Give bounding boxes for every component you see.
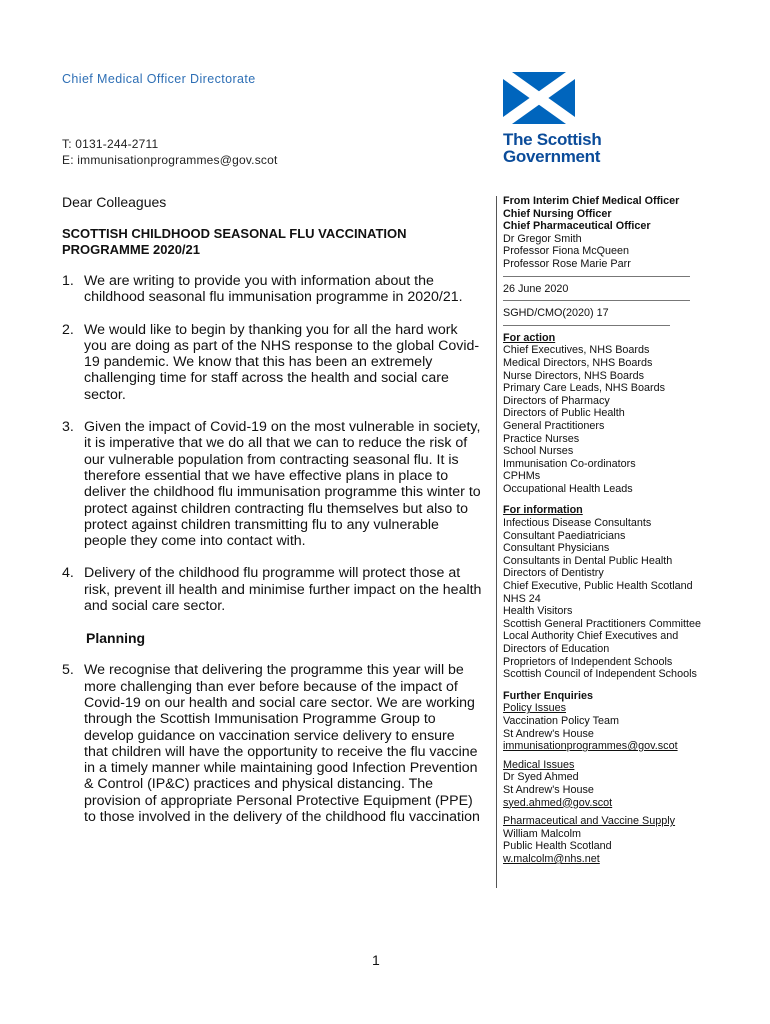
for-information-item: NHS 24 [503, 592, 541, 605]
for-action-item: Directors of Public Health [503, 407, 625, 420]
for-information-item: Health Visitors [503, 605, 573, 618]
letter-date: 26 June 2020 [503, 282, 569, 295]
paragraph-text: We recognise that delivering the programme this year will be more challenging than ever before because of the impact of Covid-19 on our health and social care sector. We are working through the Scottish Immunisation Programme Group to develop guidance on vaccination service delivery to ensure that children will have the opportunity to receive the flu vaccine in a timely manner while maintaining good Infection Prevention & Control (IP&C) practices and physical distancing. The provision of appropriate Personal Protective Equipment (PPE) to those involved in the delivery of the childhood flu vaccination [84, 662, 480, 826]
medical-contact-name: Dr Syed Ahmed [503, 771, 579, 784]
signatory-name: Dr Gregor Smith [503, 232, 582, 245]
paragraph-number: 3. [62, 419, 74, 436]
saltire-flag-icon [503, 72, 575, 124]
paragraph-4 [62, 565, 482, 614]
sidebar-divider [503, 295, 690, 301]
for-action-item: Chief Executives, NHS Boards [503, 344, 650, 357]
for-action-heading: For action [503, 331, 556, 344]
paragraph-5 [62, 662, 482, 825]
for-information-item: Scottish Council of Independent Schools [503, 668, 697, 681]
medical-email-link[interactable]: syed.ahmed@gov.scot [503, 796, 613, 809]
for-information-item: Chief Executive, Public Health Scotland [503, 580, 693, 593]
page-number: 1 [372, 952, 380, 968]
policy-contact-address: St Andrew's House [503, 727, 594, 740]
for-information-heading: For information [503, 504, 583, 517]
paragraph-text: We would like to begin by thanking you for all the hard work you are doing as part of the NHS response to the global Covid-19 pandemic. We know that this has been an extremely challenging time for staff across the health and social care sector. [84, 321, 480, 403]
paragraph-2 [62, 322, 482, 403]
contact-email: E: immunisationprogrammes@gov.scot [62, 153, 278, 167]
for-action-item: Occupational Health Leads [503, 482, 633, 495]
phone-number: T: 0131-244-2711 [62, 137, 159, 151]
from-line: Chief Pharmaceutical Officer [503, 220, 651, 233]
pharma-contact-org: Public Health Scotland [503, 840, 612, 853]
for-information-item: Consultant Paediatricians [503, 529, 626, 542]
for-action-item: Primary Care Leads, NHS Boards [503, 382, 666, 395]
medical-issues-heading: Medical Issues [503, 758, 575, 771]
signatory-name: Professor Fiona McQueen [503, 245, 630, 258]
pharma-email-link[interactable]: w.malcolm@nhs.net [503, 852, 600, 865]
for-information-item: Local Authority Chief Executives and [503, 630, 679, 643]
pharma-contact-name: William Malcolm [503, 827, 581, 840]
paragraph-text: Given the impact of Covid-19 on the most vulnerable in society, it is imperative that we do all that we can to reduce the risk of our vulnerable population from contracting seasonal flu. It is therefore essential that we have effective plans in place to deliver the childhood flu immunisation programme this winter to protect against children contracting flu themselves but also to protect against children transmitting flu to any vulnerable people they come into contact with. [84, 419, 481, 550]
from-line: Chief Nursing Officer [503, 207, 612, 220]
paragraph-text: We are writing to provide you with information about the childhood seasonal flu immunisation programme in 2020/21. [84, 273, 463, 306]
scottish-government-logo [498, 72, 608, 172]
directorate-title: Chief Medical Officer Directorate [62, 72, 256, 86]
signatory-name: Professor Rose Marie Parr [503, 257, 631, 270]
further-enquiries-heading: Further Enquiries [503, 689, 593, 702]
paragraph-number: 2. [62, 321, 74, 338]
letter-subject: SCOTTISH CHILDHOOD SEASONAL FLU VACCINATION PROGRAMME 2020/21 [62, 226, 407, 257]
sidebar-divider [503, 320, 670, 326]
letter-body [62, 194, 482, 841]
paragraph-number: 1. [62, 273, 74, 289]
for-information-item: Infectious Disease Consultants [503, 517, 652, 530]
for-action-item: School Nurses [503, 445, 574, 458]
for-information-item: Scottish General Practitioners Committee [503, 617, 702, 630]
for-action-item: Directors of Pharmacy [503, 394, 610, 407]
medical-contact-address: St Andrew's House [503, 783, 594, 796]
for-information-item: Directors of Dentistry [503, 567, 604, 580]
paragraph-3 [62, 419, 482, 549]
for-action-item: CPHMs [503, 470, 541, 483]
for-action-item: Nurse Directors, NHS Boards [503, 369, 644, 382]
logo-text-line1: The Scottish [503, 130, 602, 149]
paragraph-text: Delivery of the childhood flu programme will protect those at risk, prevent ill health and minimise further impact on the health and social care sector. [84, 565, 482, 615]
letter-reference: SGHD/CMO(2020) 17 [503, 307, 609, 320]
contact-details [62, 136, 278, 168]
paragraph-number: 4. [62, 565, 74, 582]
for-action-item: General Practitioners [503, 419, 605, 432]
sidebar [503, 195, 718, 866]
for-action-item: Practice Nurses [503, 432, 580, 445]
policy-contact-team: Vaccination Policy Team [503, 714, 620, 727]
policy-issues-heading: Policy Issues [503, 702, 567, 715]
for-action-item: Immunisation Co-ordinators [503, 457, 636, 470]
from-line: From Interim Chief Medical Officer [503, 195, 680, 207]
for-information-item: Consultant Physicians [503, 542, 610, 555]
sidebar-divider [503, 271, 690, 277]
pharma-heading: Pharmaceutical and Vaccine Supply [503, 815, 676, 828]
for-information-item: Consultants in Dental Public Health [503, 554, 673, 567]
for-action-item: Medical Directors, NHS Boards [503, 356, 653, 369]
planning-heading: Planning [86, 630, 146, 647]
paragraph-number: 5. [62, 662, 74, 679]
column-divider [496, 196, 497, 888]
for-information-item: Proprietors of Independent Schools [503, 655, 673, 668]
salutation: Dear Colleagues [62, 194, 167, 210]
paragraph-1 [62, 273, 482, 306]
policy-email-link[interactable]: immunisationprogrammes@gov.scot [503, 740, 678, 753]
for-information-item: Directors of Education [503, 643, 610, 655]
logo-text-line2: Government [503, 147, 601, 166]
